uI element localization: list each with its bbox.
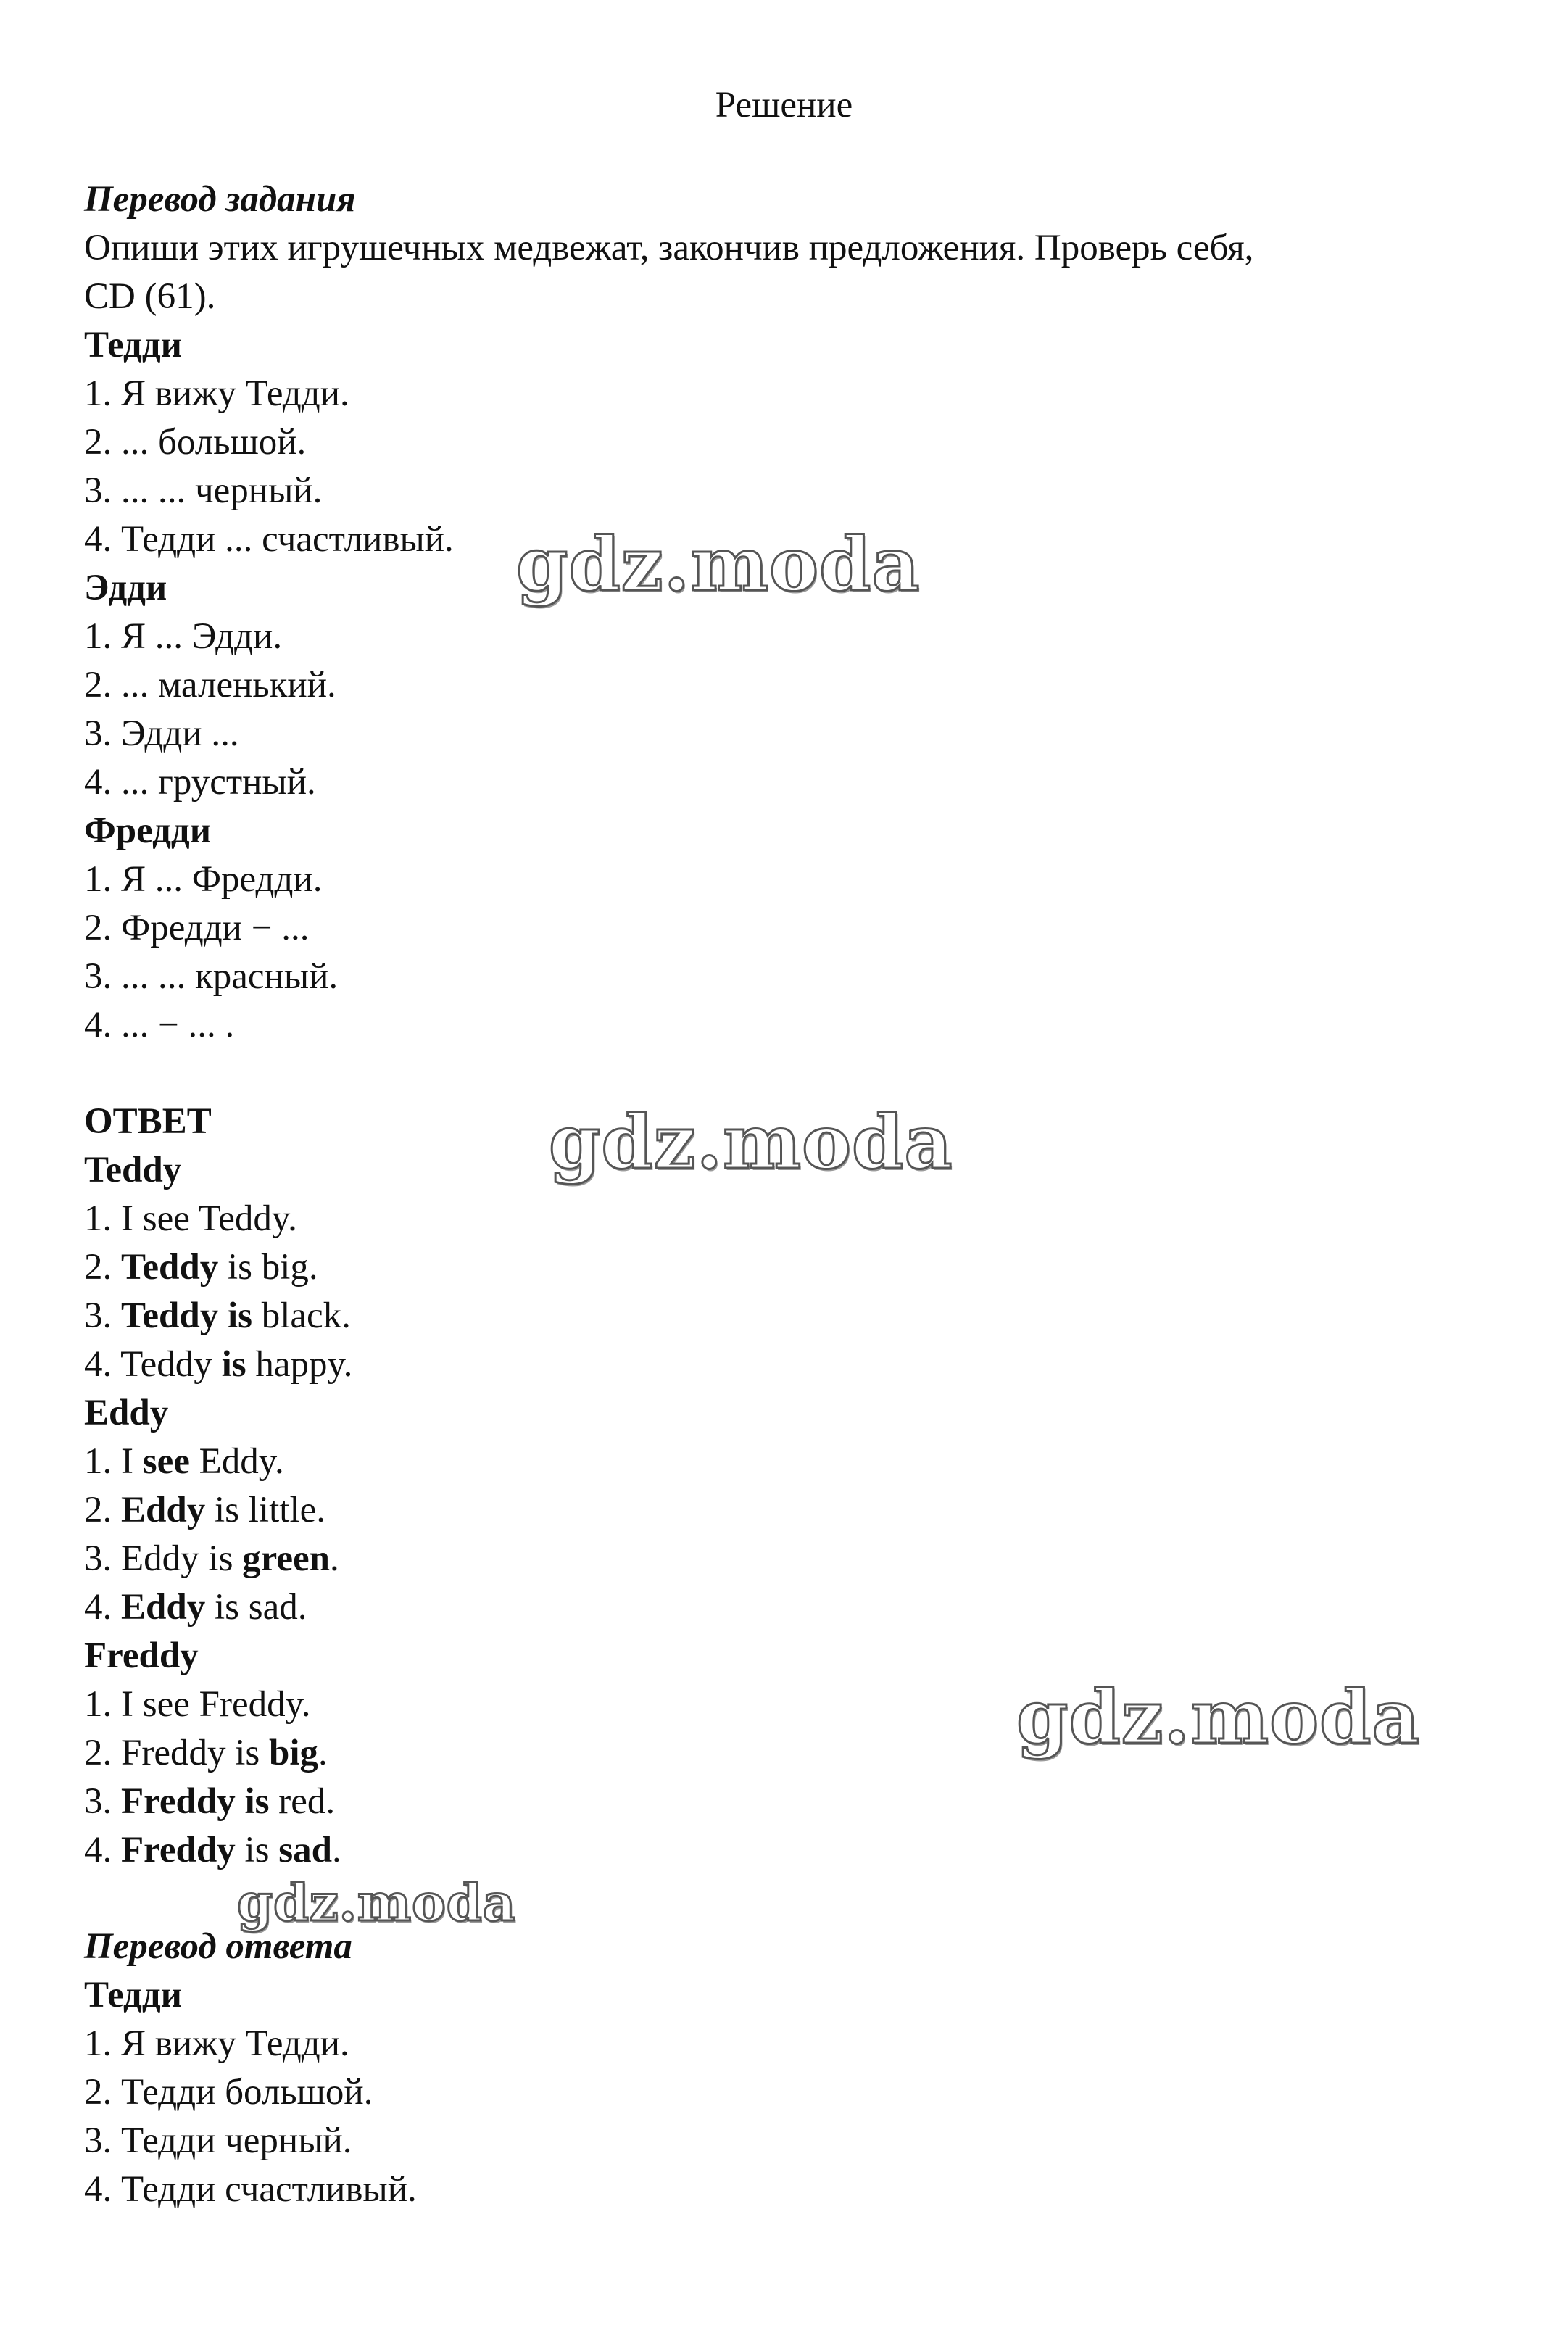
task-translation-heading: Перевод задания [84, 179, 356, 220]
teddy-ru-line-1: 1. Я вижу Тедди. [84, 373, 349, 414]
teddy-translation-line-1: 1. Я вижу Тедди. [84, 2023, 349, 2064]
freddy-ru-line-1: 1. Я ... Фредди. [84, 859, 323, 900]
teddy-translation-line-4: 4. Тедди счастливый. [84, 2169, 417, 2210]
section-heading-teddy: Teddy [84, 1150, 182, 1190]
section-heading-eddy-ru: Эдди [84, 568, 167, 608]
watermark-3: gdz.moda [1016, 1674, 1421, 1761]
teddy-translation-line-2: 2. Тедди большой. [84, 2072, 373, 2113]
instruction-line-2: CD (61). [84, 276, 216, 317]
freddy-answer-2: 2. Freddy is big. [84, 1733, 328, 1773]
section-heading-teddy-translation: Тедди [84, 1975, 183, 2015]
eddy-answer-3: 3. Eddy is green. [84, 1538, 339, 1579]
freddy-ru-line-2: 2. Фредди − ... [84, 908, 310, 948]
teddy-answer-2: 2. Teddy is big. [84, 1247, 318, 1288]
section-heading-freddy: Freddy [84, 1636, 199, 1676]
watermark-1: gdz.moda [516, 521, 921, 608]
section-heading-freddy-ru: Фредди [84, 811, 212, 851]
teddy-translation-line-3: 3. Тедди черный. [84, 2121, 352, 2161]
freddy-ru-line-3: 3. ... ... красный. [84, 956, 339, 997]
teddy-ru-line-4: 4. Тедди ... счастливый. [84, 519, 454, 560]
watermark-2: gdz.moda [549, 1099, 953, 1186]
eddy-ru-line-2: 2. ... маленький. [84, 665, 336, 705]
freddy-answer-4: 4. Freddy is sad. [84, 1830, 341, 1870]
answer-translation-heading: Перевод ответа [84, 1926, 352, 1967]
eddy-ru-line-4: 4. ... грустный. [84, 762, 316, 803]
page-title: Решение [715, 85, 853, 125]
answer-heading: ОТВЕТ [84, 1101, 212, 1142]
teddy-answer-3: 3. Teddy is black. [84, 1296, 351, 1336]
freddy-answer-3: 3. Freddy is red. [84, 1781, 336, 1822]
section-heading-eddy: Eddy [84, 1393, 169, 1433]
watermark-4: gdz.moda [237, 1873, 517, 1933]
instruction-line-1: Опиши этих игрушечных медвежат, закончив предложения. Проверь себя, [84, 228, 1254, 268]
eddy-ru-line-3: 3. Эдди ... [84, 713, 239, 754]
eddy-answer-2: 2. Eddy is little. [84, 1490, 325, 1530]
eddy-answer-4: 4. Eddy is sad. [84, 1587, 307, 1628]
eddy-answer-1: 1. I see Eddy. [84, 1441, 284, 1482]
freddy-answer-1: 1. I see Freddy. [84, 1684, 311, 1725]
eddy-ru-line-1: 1. Я ... Эдди. [84, 616, 283, 657]
teddy-ru-line-3: 3. ... ... черный. [84, 470, 323, 511]
freddy-ru-line-4: 4. ... − ... . [84, 1005, 235, 1045]
teddy-answer-1: 1. I see Teddy. [84, 1198, 297, 1239]
teddy-ru-line-2: 2. ... большой. [84, 422, 307, 463]
teddy-answer-4: 4. Teddy is happy. [84, 1344, 353, 1385]
section-heading-teddy-ru: Тедди [84, 325, 183, 365]
